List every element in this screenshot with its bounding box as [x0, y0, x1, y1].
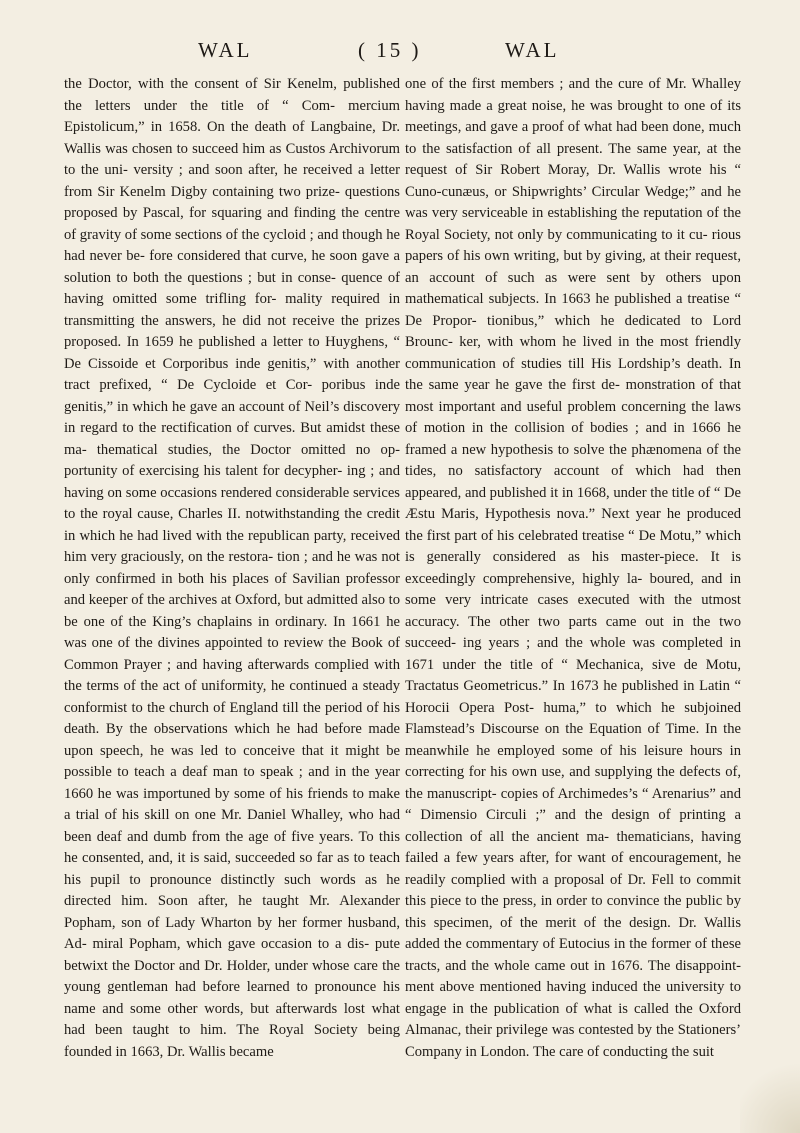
left-column	[64, 74, 400, 1063]
running-header	[60, 38, 740, 68]
paper-stain	[740, 1053, 800, 1133]
page-number: ( 15 )	[358, 38, 422, 62]
header-right-word: WAL	[505, 38, 560, 62]
right-column	[405, 74, 741, 1063]
left-column-text: the Doctor, with the consent of Sir Kenelm, published the letters under the title of “ Com- mercium Epistolicum,” in 1658. On the death of Langbaine, Dr. Wallis was chosen to succeed him as Custos Archivorum to the uni- versity ; and soon after, he received a letter from Sir Kenelm Digby containing two prize- questions proposed by Pascal, for squaring and finding the centre of gravity of some sections of the cycloid ; and though he had never be- fore considered that curve, he soon gave a solution to both the questions ; but in conse- quence of having omitted some trifling for- mality required in transmitting the answers, he did not receive the prizes proposed. In 1659 he published a letter to Huyghens, “ De Cissoide et Corporibus inde genitis,” with another tract prefixed, “ De Cycloide et Cor- poribus inde genitis,” in which he gave an account of Neil’s discovery in regard to the rectification of curves. But amidst these ma- thematical studies, the Doctor omitted no op- portunity of exercising his talent for decypher- ing ; and having on some occasions rendered considerable services to the royal cause, Charles II. notwithstanding the credit in which he had lived with the republican party, received him very graciously, on the restora- tion ; and he was not only confirmed in both his places of Savilian professor and keeper of the archives at Oxford, but admitted also to be one of the King’s chaplains in ordinary. In 1661 he was one of the divines appointed to review the Book of Common Prayer ; and having afterwards complied with the terms of the act of uniformity, he continued a steady conformist to the church of England till the period of his death. By the observations which he had before made upon speech, he was led to conceive that it might be possible to teach a deaf man to speak ; and in the year 1660 he was importuned by some of his friends to make a trial of his skill on one Mr. Daniel Whalley, who had been deaf and dumb from the age of five years. To this he consented, and, it is said, succeeded so far as to teach his pupil to pronounce distinctly such words as he directed him. Soon after, he taught Mr. Alexander Popham, son of Lady Wharton by her former husband, Ad- miral Popham, which gave occasion to a dis- pute betwixt the Doctor and Dr. Holder, under whose care the young gentleman had before learned to pronounce his name and some other words, but afterwards lost what had been taught to him. The Royal Society being founded in 1663, Dr. Wallis became	[64, 76, 400, 1060]
header-left-word: WAL	[198, 38, 253, 62]
right-column-text: one of the first members ; and the cure of Mr. Whalley having made a great noise, he was brought to one of its meetings, and gave a proof of what had been done, much to the satisfaction of all present. The same year, at the request of Sir Robert Moray, Dr. Wallis wrote his “ Cuno-cunæus, or Shipwrights’ Circular Wedge;” and he was very serviceable in establishing the reputation of the Royal Society, not only by communicating to it cu- rious papers of his own writing, but by giving, at their request, an account of such as were sent by others upon mathematical subjects. In 1663 he published a treatise “ De Propor- tionibus,” which he dedicated to Lord Brounc- ker, with whom he lived in the most friendly communication of studies till His Lordship’s death. In the same year he gave the first de- monstration of that most important and useful problem concerning the laws of motion in the collision of bodies ; and in 1666 he framed a new hypothesis to solve the phænomena of the tides, no satisfactory account of which had then appeared, and published it in 1668, under the title of “ De Æstu Maris, Hypothesis nova.” Next year he produced the first part of his celebrated treatise “ De Motu,” which is generally considered as his master-piece. It is exceedingly comprehensive, highly la- boured, and in some very intricate cases executed with the utmost accuracy. The other two parts came out in the two succeed- ing years ; and the whole was completed in 1671 under the title of “ Mechanica, sive de Motu, Tractatus Geometricus.” In 1673 he published in Latin “ Horocii Opera Post- huma,” to which he subjoined Flamstead’s Discourse on the Equation of Time. In the meanwhile he employed some of his leisure hours in correcting for his own use, and supplying the defects of, the manuscript- copies of Archimedes’s “ Arenarius” and “ Dimensio Circuli ;” and the design of printing a collection of all the ancient ma- thematicians, having failed a few years after, for want of encouragement, he readily complied with a proposal of Dr. Fell to commit this piece to the press, in order to convince the public by this specimen, of the merit of the design. Dr. Wallis added the commentary of Eutocius in the former of these tracts, and the whole came out in 1676. The disappoint- ment above mentioned having induced the university to engage in the publication of what is called the Oxford Almanac, their privilege was contested by the Stationers’ Company in London. The care of conducting the suit	[405, 76, 741, 1060]
